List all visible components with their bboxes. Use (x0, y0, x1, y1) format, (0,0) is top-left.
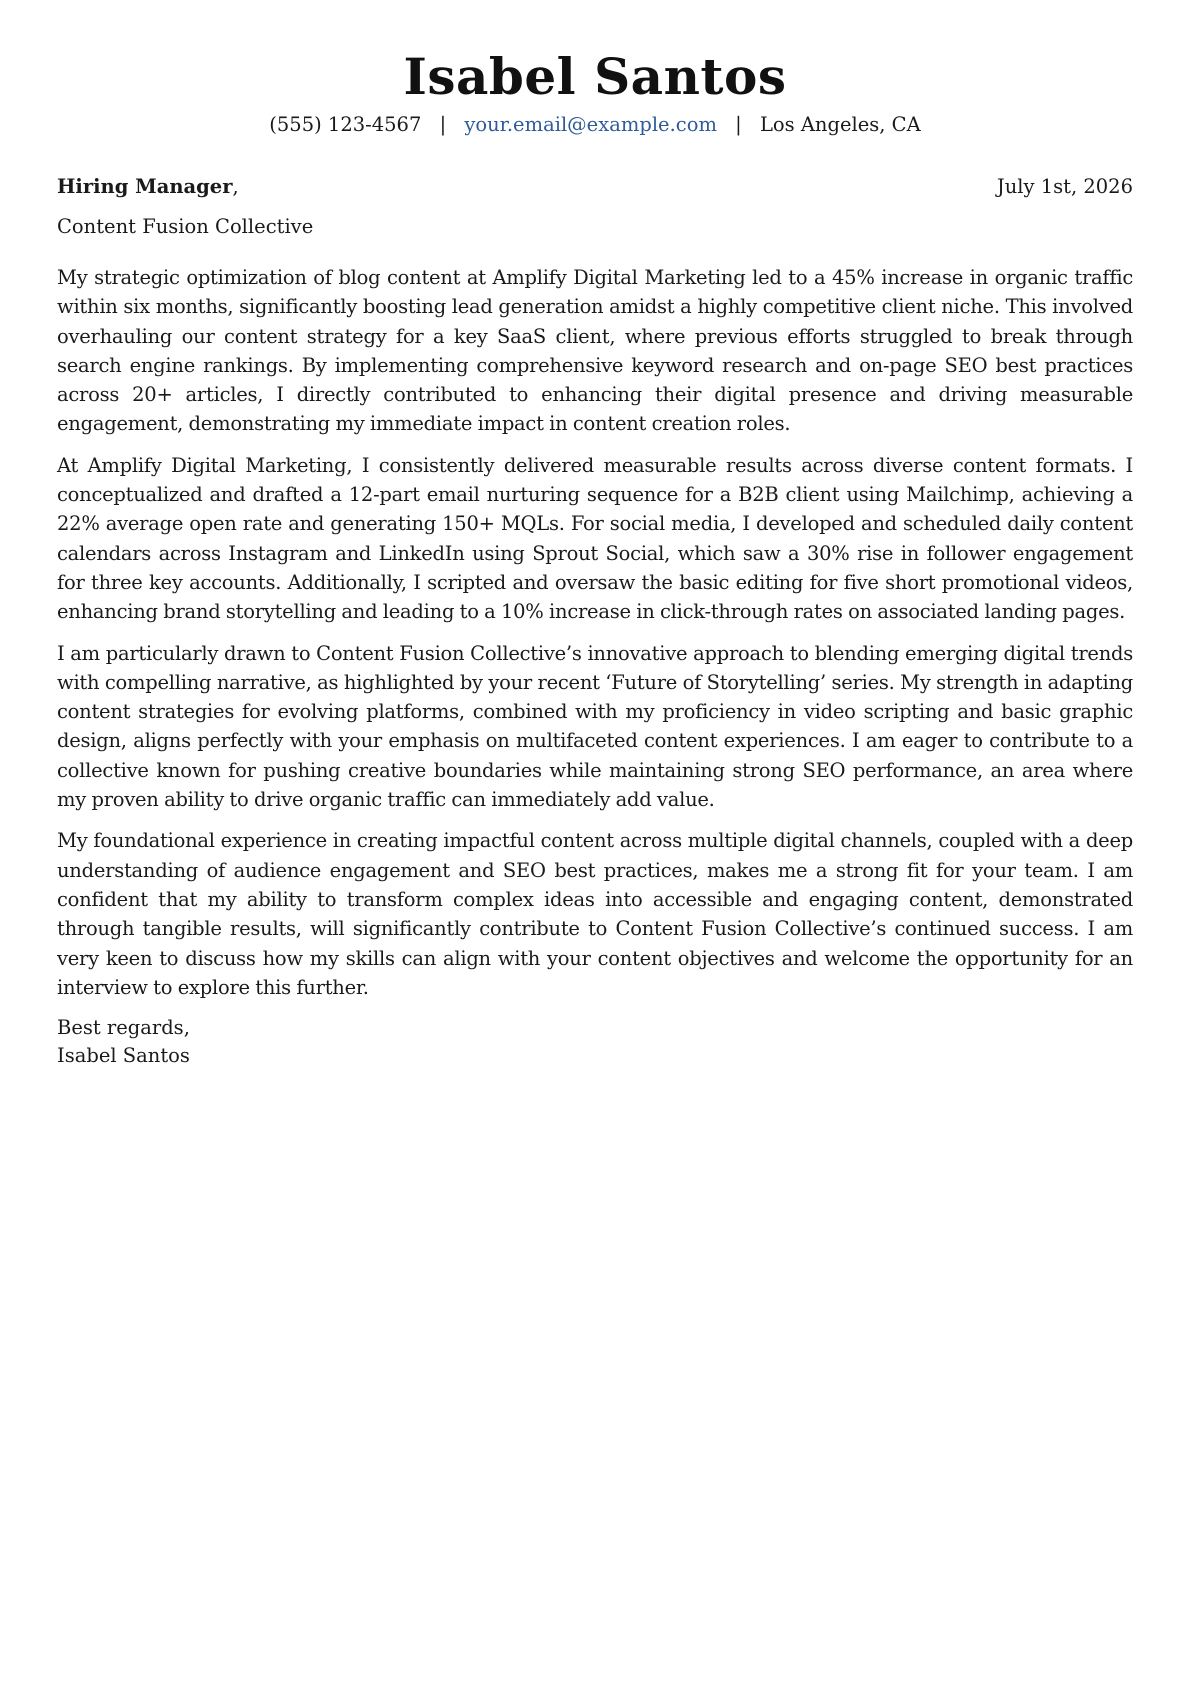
closing-salutation: Best regards, (57, 1016, 190, 1040)
location: Los Angeles, CA (759, 113, 921, 136)
recipient-date-row (57, 173, 1133, 201)
letter-body (57, 263, 1133, 1002)
recipient-company: Content Fusion Collective (57, 215, 314, 238)
recipient-title-suffix: , (232, 175, 239, 198)
body-paragraph: At Amplify Digital Marketing, I consistently delivered measurable results across diverse content formats. I conceptualized and drafted a 12-part email nurturing sequence for a B2B client using Mailchimp, achieving a 22% average open rate and generating 150+ MQLs. For social media, I developed and scheduled daily content calendars across Instagram and LinkedIn using Sprout Social, which saw a 30% rise in follower engagement for three key accounts. Additionally, I scripted and oversaw the basic editing for five short promotional videos, enhancing brand storytelling and leading to a 10% increase in click-through rates on associated landing pages. (57, 453, 1133, 624)
recipient-title: Hiring Manager (57, 175, 233, 198)
separator: | (735, 113, 742, 136)
email-link[interactable]: your.email@example.com (464, 113, 717, 136)
recipient-line (57, 173, 239, 201)
body-paragraph: I am particularly drawn to Content Fusion Collective’s innovative approach to blending emerging digital trends with compelling narrative, as highlighted by your recent ‘Future of Storytelling’ series. My strength in adapting content strategies for evolving platforms, combined with my proficiency in video scripting and basic graphic design, aligns perfectly with your emphasis on multifaceted content experiences. I am eager to contribute to a collective known for pushing creative boundaries while maintaining strong SEO performance, an area where my proven ability to drive organic traffic can immediately add value. (57, 641, 1133, 812)
phone-number: (555) 123-4567 (269, 113, 422, 136)
closing-block (57, 1014, 1133, 1070)
body-paragraph: My foundational experience in creating impactful content across multiple digital channels, coupled with a deep understanding of audience engagement and SEO best practices, makes me a strong fit for your team. I am confident that my ability to transform complex ideas into accessible and engaging content, demonstrated through tangible results, will significantly contribute to Content Fusion Collective’s continued success. I am very keen to discuss how my skills can align with your content objectives and welcome the opportunity for an interview to explore this further. (57, 829, 1133, 999)
closing-signature: Isabel Santos (57, 1044, 190, 1068)
body-paragraph: My strategic optimization of blog content at Amplify Digital Marketing led to a 45% increase in organic traffic within six months, significantly boosting lead generation amidst a highly competitive client niche. This involved overhauling our content strategy for a key SaaS client, where previous efforts struggled to break through search engine rankings. By implementing comprehensive keyword research and on-page SEO best practices across 20+ articles, I directly contributed to enhancing their digital presence and driving measurable engagement, demonstrating my immediate impact in content creation roles. (57, 266, 1133, 436)
sender-name: Isabel Santos (403, 47, 787, 106)
contact-line (57, 111, 1133, 139)
letter-date: July 1st, 2026 (996, 175, 1133, 198)
separator: | (439, 113, 447, 136)
